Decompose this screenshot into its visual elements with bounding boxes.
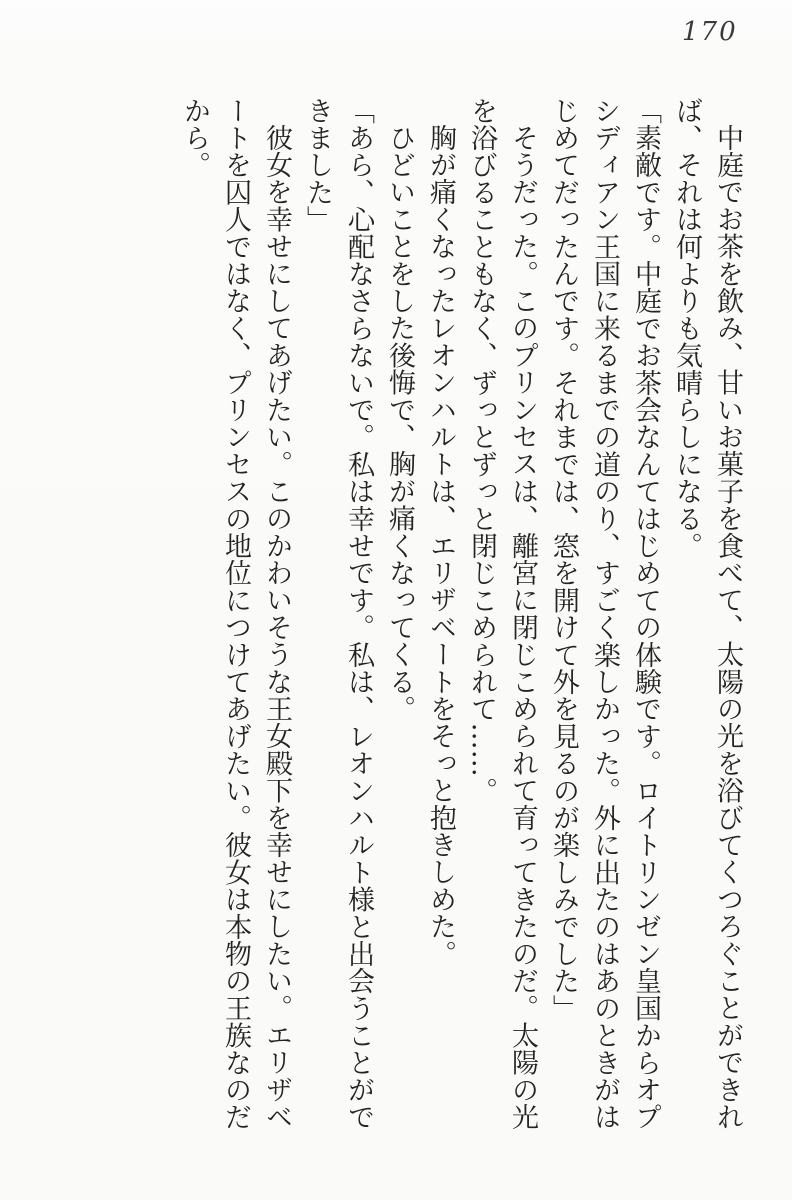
- vertical-text-block: [174, 97, 748, 1137]
- page-number: 170: [682, 17, 738, 47]
- paragraph: 中庭でお茶を飲み、甘いお菓子を食べて、太陽の光を浴びてくつろぐことができれば、それは何よりも気晴らしになる。: [671, 97, 743, 1131]
- paragraph: 「あら、心配なさらないで。私は幸せです。私は、レオンハルト様と出会うことができました」: [302, 97, 374, 1131]
- paragraph: ひどいことをした後悔で、胸が痛くなってくる。: [384, 124, 415, 723]
- paragraph: 「素敵です。中庭でお茶会なんてはじめての体験です。ロイトリンゼン皇国からオプシディアン王国に来るまでの道のり、すごく楽しかった。外に出たのはあのときがはじめてだったんです。それまでは、窓を開けて外を見るのが楽しみでした」: [548, 97, 661, 1131]
- paragraph: 彼女を幸せにしてあげたい。このかわいそうな王女殿下を幸せにしたい。エリザベートを囚人ではなく、プリンセスの地位につけてあげたい。彼女は本物の王族なのだから。: [179, 97, 292, 1131]
- paragraph: 胸が痛くなったレオンハルトは、エリザベートをそっと抱きしめた。: [425, 124, 456, 968]
- paragraph: そうだった。このプリンセスは、離宮に閉じこめられて育ってきたのだ。太陽の光を浴びることもなく、ずっとずっと閉じこめられて……。: [466, 97, 538, 1131]
